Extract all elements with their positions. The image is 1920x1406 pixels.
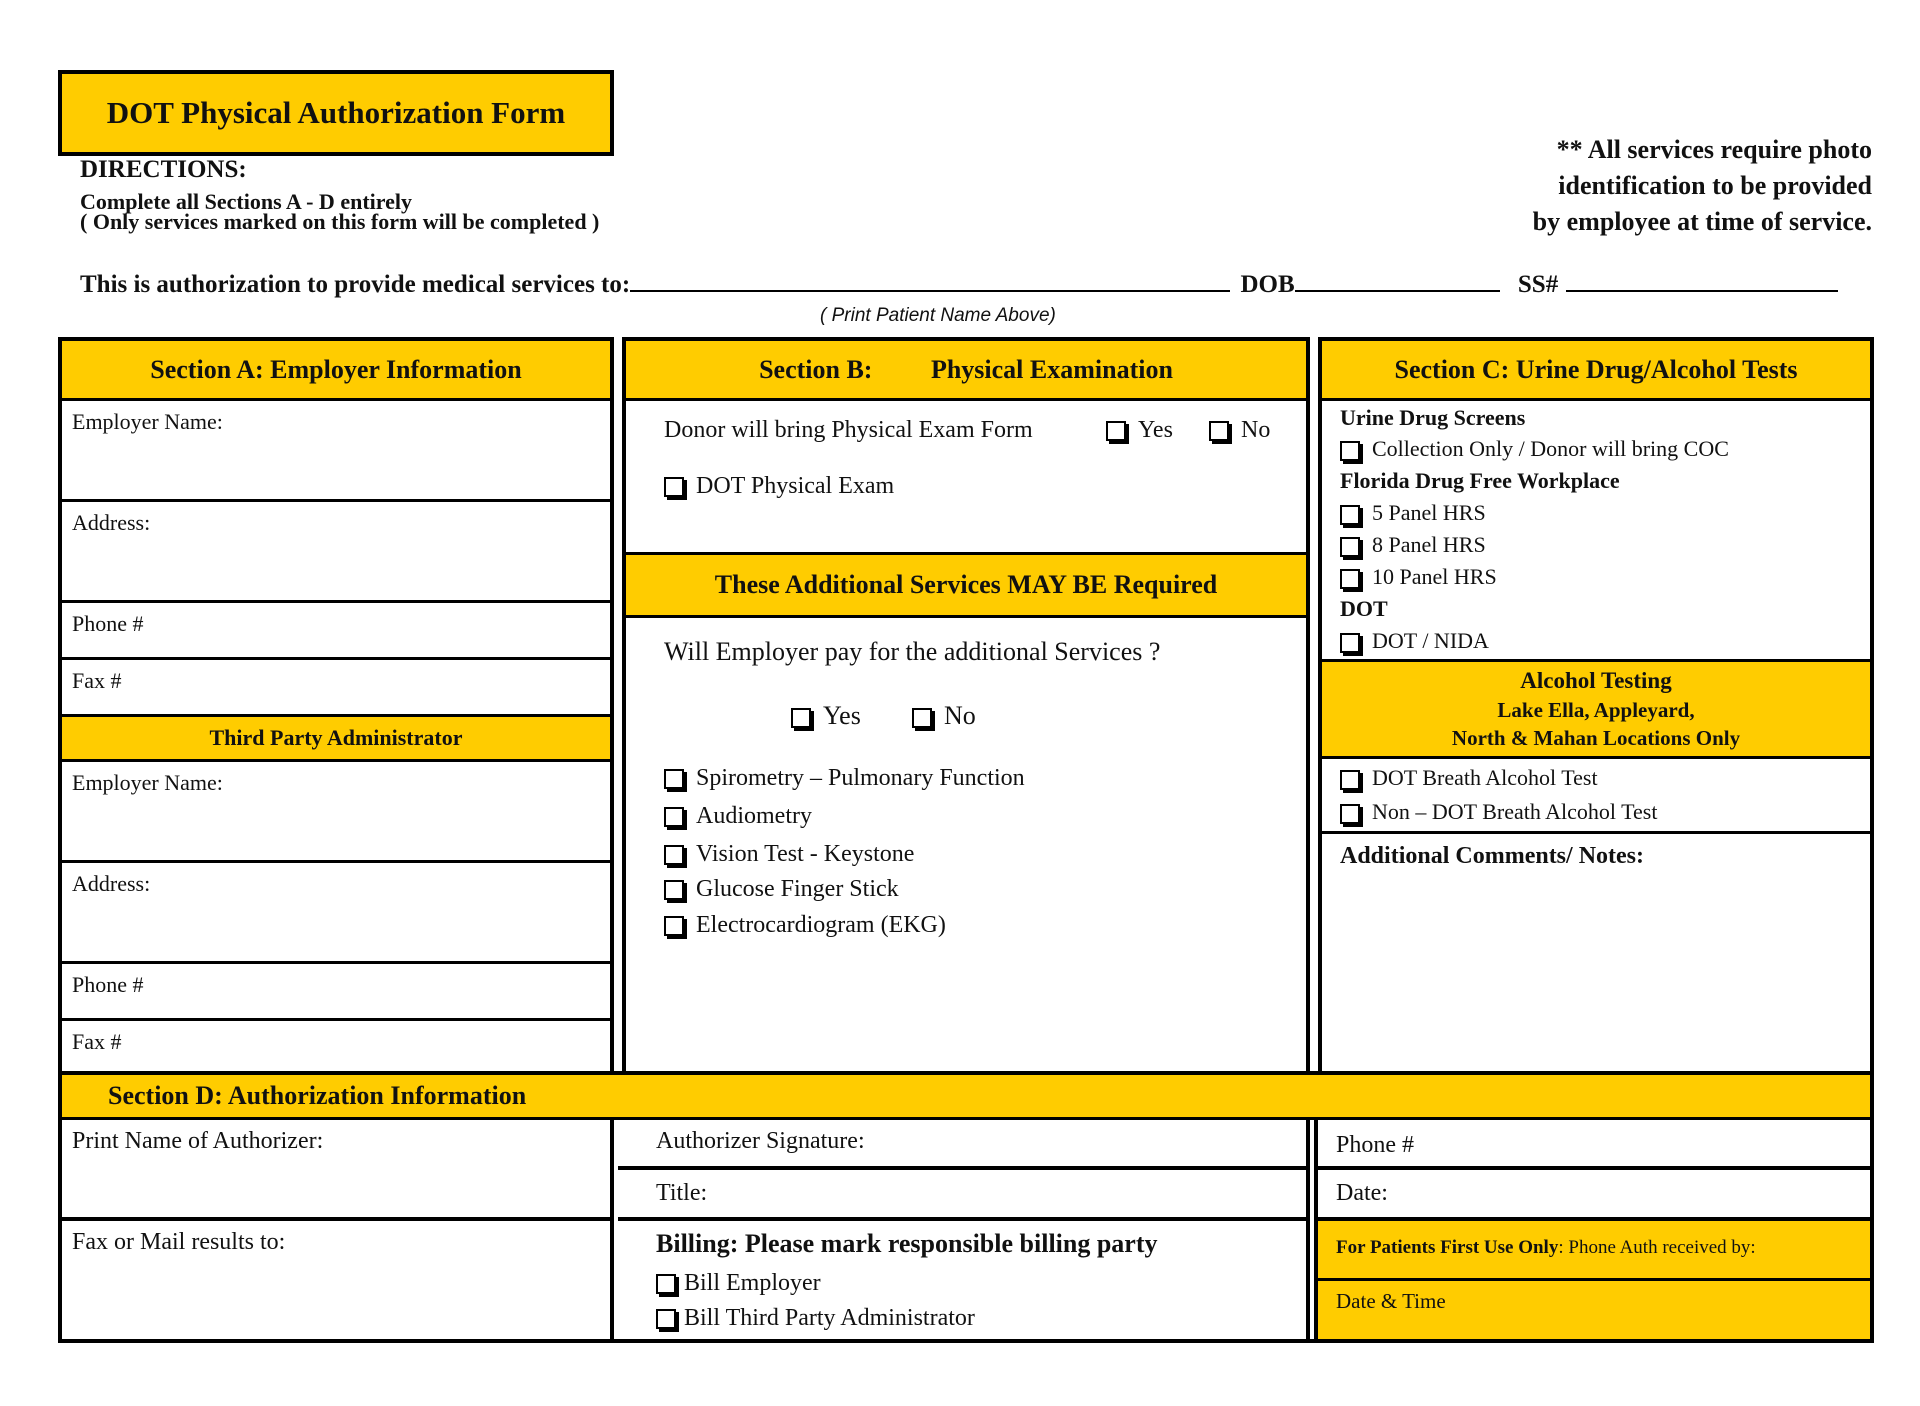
pay-yes-checkbox[interactable] <box>791 708 811 728</box>
bill-tpa-option[interactable] <box>656 1305 975 1332</box>
ss-label: SS# <box>1517 271 1559 298</box>
no-checkbox[interactable] <box>1209 421 1229 441</box>
collection-only-checkbox[interactable] <box>1340 441 1360 461</box>
dob-field[interactable] <box>1295 268 1500 292</box>
dot-breath-checkbox[interactable] <box>1340 770 1360 790</box>
tpa-employer-name-field[interactable] <box>62 762 610 863</box>
directions-label: DIRECTIONS: <box>80 156 247 183</box>
photo-note-line-2: identification to be provided <box>1558 171 1872 200</box>
non-dot-breath-option[interactable] <box>1340 799 1657 825</box>
alcohol-title: Alcohol Testing <box>1520 668 1672 693</box>
section-c-header: Section C: Urine Drug/Alcohol Tests <box>1322 341 1870 401</box>
comments-label: Additional Comments/ Notes: <box>1340 843 1644 869</box>
auth-text: This is authorization to provide medical services to: <box>80 271 631 298</box>
title-label: Title: <box>656 1180 708 1206</box>
donor-form-label: Donor will bring Physical Exam Form <box>664 417 1033 443</box>
alcohol-testing-header <box>1322 659 1870 759</box>
print-patient-note: ( Print Patient Name Above) <box>820 305 1056 326</box>
service-glucose[interactable] <box>664 876 899 903</box>
form-title: DOT Physical Authorization Form <box>58 70 614 156</box>
patient-name-field[interactable] <box>630 268 1230 292</box>
authorization-line <box>80 268 1838 299</box>
pf-use-rest: : Phone Auth received by: <box>1558 1237 1756 1258</box>
dot-breath-label: DOT Breath Alcohol Test <box>1372 765 1598 790</box>
panel-5-label: 5 Panel HRS <box>1372 500 1486 525</box>
yes-checkbox[interactable] <box>1106 421 1126 441</box>
bill-employer-label: Bill Employer <box>684 1270 821 1296</box>
divider <box>1322 831 1870 834</box>
vision-test-checkbox[interactable] <box>664 845 684 865</box>
section-c <box>1318 337 1874 1075</box>
date-label: Date: <box>1336 1180 1388 1206</box>
section-a <box>58 337 614 1075</box>
collection-only-label: Collection Only / Donor will bring COC <box>1372 436 1729 461</box>
audiometry-label: Audiometry <box>696 803 812 829</box>
bill-tpa-label: Bill Third Party Administrator <box>684 1305 975 1331</box>
bill-employer-checkbox[interactable] <box>656 1274 676 1294</box>
service-audiometry[interactable] <box>664 803 812 830</box>
tpa-address-label: Address: <box>72 871 151 896</box>
panel-5-checkbox[interactable] <box>1340 505 1360 525</box>
donor-form-row <box>664 417 1033 444</box>
employer-name-label: Employer Name: <box>72 409 223 434</box>
collection-only-option[interactable] <box>1340 436 1729 462</box>
pay-no-label: No <box>944 701 976 730</box>
photo-note-line-3: by employee at time of service. <box>1532 207 1872 236</box>
non-dot-breath-checkbox[interactable] <box>1340 804 1360 824</box>
pf-use-label <box>1336 1237 1756 1259</box>
signature-field[interactable] <box>618 1120 1306 1170</box>
alcohol-locations-1: Lake Ella, Appleyard, <box>1497 698 1695 722</box>
section-a-header: Section A: Employer Information <box>62 341 610 401</box>
dot-breath-option[interactable] <box>1340 765 1598 791</box>
section-b <box>622 337 1310 1075</box>
pay-yes-option[interactable] <box>791 701 861 731</box>
glucose-label: Glucose Finger Stick <box>696 876 899 902</box>
urine-drug-heading: Urine Drug Screens <box>1340 405 1526 430</box>
address-label: Address: <box>72 510 151 535</box>
date-time-field[interactable] <box>1318 1281 1870 1339</box>
billing-heading: Billing: Please mark responsible billing party <box>656 1229 1158 1258</box>
tpa-fax-field[interactable] <box>62 1021 610 1071</box>
spirometry-label: Spirometry – Pulmonary Function <box>696 765 1025 791</box>
yes-label: Yes <box>1138 417 1173 443</box>
date-time-label: Date & Time <box>1336 1289 1446 1313</box>
tpa-phone-label: Phone # <box>72 972 144 997</box>
d-phone-label: Phone # <box>1336 1132 1414 1158</box>
no-label: No <box>1241 417 1271 443</box>
tpa-employer-name-label: Employer Name: <box>72 770 223 795</box>
panel-8-checkbox[interactable] <box>1340 537 1360 557</box>
panel-10-option[interactable] <box>1340 564 1497 590</box>
phone-label: Phone # <box>72 611 144 636</box>
florida-heading: Florida Drug Free Workplace <box>1340 468 1620 493</box>
service-ekg[interactable] <box>664 912 946 939</box>
fax-label: Fax # <box>72 668 122 693</box>
ekg-label: Electrocardiogram (EKG) <box>696 912 946 938</box>
spirometry-checkbox[interactable] <box>664 769 684 789</box>
ekg-checkbox[interactable] <box>664 916 684 936</box>
dot-physical-exam-label: DOT Physical Exam <box>696 473 895 499</box>
service-spirometry[interactable] <box>664 765 1025 792</box>
service-vision-test[interactable] <box>664 841 914 868</box>
phone-field[interactable] <box>62 603 610 660</box>
d-phone-field[interactable] <box>1318 1120 1870 1170</box>
date-field[interactable] <box>1318 1170 1870 1221</box>
pay-no-checkbox[interactable] <box>912 708 932 728</box>
directions-line-2: ( Only services marked on this form will be completed ) <box>80 209 600 234</box>
employer-name-field[interactable] <box>62 401 610 502</box>
fax-field[interactable] <box>62 660 610 717</box>
print-name-label: Print Name of Authorizer: <box>72 1128 324 1154</box>
panel-8-option[interactable] <box>1340 532 1486 558</box>
tpa-address-field[interactable] <box>62 863 610 964</box>
dot-nida-checkbox[interactable] <box>1340 633 1360 653</box>
dot-heading: DOT <box>1340 596 1388 621</box>
dot-physical-exam-checkbox[interactable] <box>664 477 684 497</box>
photo-note-line-1: ** All services require photo <box>1556 135 1872 164</box>
directions-line-1: Complete all Sections A - D entirely <box>80 189 412 214</box>
tpa-fax-label: Fax # <box>72 1029 122 1054</box>
signature-label: Authorizer Signature: <box>656 1128 865 1154</box>
pf-use-bold: For Patients First Use Only <box>1336 1237 1559 1258</box>
print-name-field[interactable] <box>62 1120 610 1221</box>
panel-10-label: 10 Panel HRS <box>1372 564 1497 589</box>
comments-area[interactable] <box>1322 876 1870 1071</box>
employer-pay-question: Will Employer pay for the additional Services ? <box>664 637 1161 666</box>
section-b-header: Section B: Physical Examination <box>626 341 1306 401</box>
address-field[interactable] <box>62 502 610 603</box>
photo-id-note <box>1533 132 1872 240</box>
pay-no-option[interactable] <box>912 701 976 731</box>
phone-auth-field[interactable] <box>1318 1221 1870 1281</box>
non-dot-breath-label: Non – DOT Breath Alcohol Test <box>1372 799 1658 824</box>
fax-mail-label: Fax or Mail results to: <box>72 1229 286 1255</box>
pay-yes-label: Yes <box>823 701 861 730</box>
panel-10-checkbox[interactable] <box>1340 569 1360 589</box>
dob-label: DOB <box>1240 271 1295 298</box>
title-field[interactable] <box>618 1170 1306 1221</box>
panel-8-label: 8 Panel HRS <box>1372 532 1486 557</box>
bill-employer-option[interactable] <box>656 1270 821 1297</box>
ss-field[interactable] <box>1566 268 1838 292</box>
tpa-phone-field[interactable] <box>62 964 610 1021</box>
additional-services-header: These Additional Services MAY BE Required <box>626 552 1306 618</box>
tpa-header: Third Party Administrator <box>62 717 610 762</box>
donor-yes-option[interactable] <box>1106 417 1173 444</box>
audiometry-checkbox[interactable] <box>664 807 684 827</box>
section-d-header: Section D: Authorization Information <box>62 1075 1870 1120</box>
bill-tpa-checkbox[interactable] <box>656 1309 676 1329</box>
dot-nida-label: DOT / NIDA <box>1372 628 1489 653</box>
alcohol-locations-2: North & Mahan Locations Only <box>1451 726 1741 750</box>
glucose-checkbox[interactable] <box>664 880 684 900</box>
panel-5-option[interactable] <box>1340 500 1486 526</box>
vision-test-label: Vision Test - Keystone <box>696 841 915 867</box>
donor-no-option[interactable] <box>1209 417 1270 444</box>
dot-nida-option[interactable] <box>1340 628 1489 654</box>
dot-physical-exam-option[interactable] <box>664 473 894 500</box>
fax-mail-field[interactable] <box>62 1221 610 1339</box>
section-d <box>58 1071 1874 1343</box>
